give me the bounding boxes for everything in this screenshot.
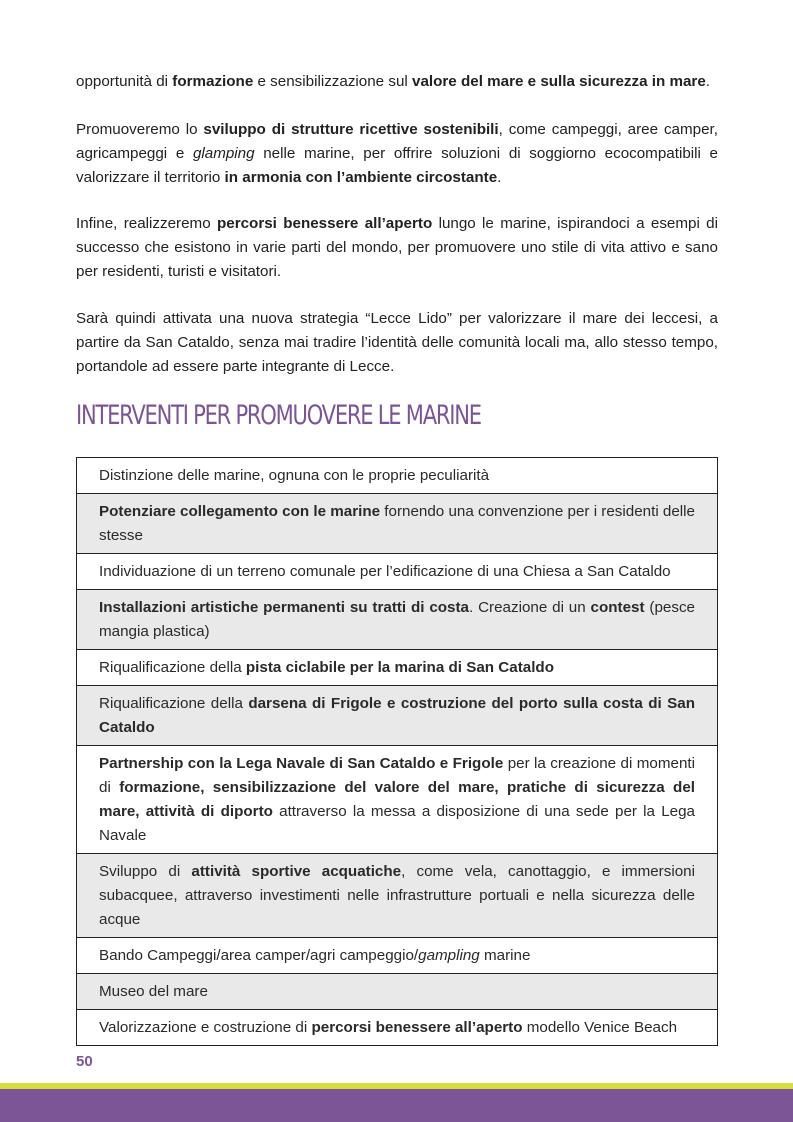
bold-text: percorsi benessere all’aperto [216, 215, 433, 232]
text: lungo le marine, ispirandoci a esempi di successo che esistono in varie parti del mondo, per promuovere uno stile di vita attivo e sano per residenti, turisti e visitatori. [76, 215, 718, 280]
table-cell [77, 590, 718, 650]
table-cell [77, 650, 718, 686]
table-cell [77, 494, 718, 554]
table-cell [77, 1010, 718, 1046]
table-row [77, 686, 718, 746]
text: nelle marine, per offrire soluzioni di soggiorno ecocompatibili e valorizzare il territorio [76, 145, 718, 186]
table-row [77, 494, 718, 554]
table-row [77, 938, 718, 974]
table-row [77, 554, 718, 590]
table-row [77, 1010, 718, 1046]
text: Distinzione delle marine, ognuna con le proprie peculiarità [99, 467, 490, 484]
paragraph-percorsi-benessere [76, 212, 718, 284]
text: . Creazione di un [469, 599, 591, 616]
bold-text: darsena di Frigole e costruzione del porto sulla costa di San Cataldo [99, 695, 695, 736]
text: Valorizzazione e costruzione di [99, 1019, 312, 1036]
bold-text: Potenziare collegamento con le marine [99, 503, 381, 520]
italic-text: gampling [418, 947, 480, 964]
bold-text: contest [590, 599, 645, 616]
table-cell [77, 974, 718, 1010]
text: fornendo una convenzione per i residenti delle stesse [99, 503, 695, 544]
bold-text: percorsi benessere all’aperto [311, 1019, 523, 1036]
text: opportunità di [76, 73, 173, 90]
text: , come vela, canottaggio, e immersioni subacquee, attraverso investimenti nelle infrastrutture portuali e nella sicurezza delle acque [99, 863, 695, 928]
text: , come campeggi, aree camper, agricampeggi e [76, 121, 718, 162]
text: Bando Campeggi/area camper/agri campeggio/ [99, 947, 419, 964]
table-cell [77, 686, 718, 746]
bold-text: in armonia con l’ambiente circostante [224, 169, 498, 186]
bold-text: valore del mare e sulla sicurezza in mare [412, 73, 706, 90]
table-row [77, 854, 718, 938]
section-heading: INTERVENTI PER PROMUOVERE LE MARINE [76, 400, 481, 431]
table-row [77, 974, 718, 1010]
bold-text: attività sportive acquatiche [191, 863, 402, 880]
text: . [705, 73, 711, 90]
text: per la creazione di momenti di [99, 755, 695, 796]
bold-text: Installazioni artistiche permanenti su tratti di costa [99, 599, 470, 616]
bold-text: pista ciclabile per la marina di San Cataldo [245, 659, 554, 676]
text: e sensibilizzazione sul [253, 73, 412, 90]
bold-text: Partnership con la Lega Navale di San Cataldo e Frigole [99, 755, 504, 772]
paragraph-strutture-ricettive [76, 118, 718, 190]
text: Riqualificazione della [99, 659, 246, 676]
table-cell [77, 554, 718, 590]
footer-bar [0, 1089, 793, 1122]
page-number: 50 [76, 1053, 93, 1070]
table-row [77, 458, 718, 494]
italic-text: glamping [192, 145, 255, 162]
text: Sarà quindi attivata una nuova strategia “Lecce Lido” per valorizzare il mare dei leccesi, a partire da San Cataldo, senza mai tradire l’identità delle comunità locali ma, allo stesso tempo, portandole ad essere parte integrante di Lecce. [76, 310, 718, 375]
paragraph-formazione [76, 70, 718, 94]
text: marine [479, 947, 531, 964]
bold-text: sviluppo di strutture ricettive sostenibili [203, 121, 499, 138]
bold-text: formazione, sensibilizzazione del valore del mare, pratiche di sicurezza del mare, attività di diporto [99, 779, 695, 820]
paragraph-lecce-lido [76, 307, 718, 379]
bold-text: formazione [172, 73, 254, 90]
text: . [497, 169, 502, 186]
table-row [77, 650, 718, 686]
text: Promuoveremo lo [76, 121, 204, 138]
text: Sviluppo di [99, 863, 192, 880]
table-cell [77, 938, 718, 974]
text: Individuazione di un terreno comunale per l’edificazione di una Chiesa a San Cataldo [99, 563, 671, 580]
table-row [77, 590, 718, 650]
interventi-table [76, 457, 718, 1046]
text: Museo del mare [99, 983, 208, 1000]
text: Riqualificazione della [99, 695, 249, 712]
text: modello Venice Beach [522, 1019, 678, 1036]
table-cell [77, 458, 718, 494]
table-row [77, 746, 718, 854]
table-cell [77, 746, 718, 854]
text: Infine, realizzeremo [76, 215, 217, 232]
text: attraverso la messa a disposizione di una sede per la Lega Navale [99, 803, 695, 844]
table-cell [77, 854, 718, 938]
text: (pesce mangia plastica) [99, 599, 695, 640]
